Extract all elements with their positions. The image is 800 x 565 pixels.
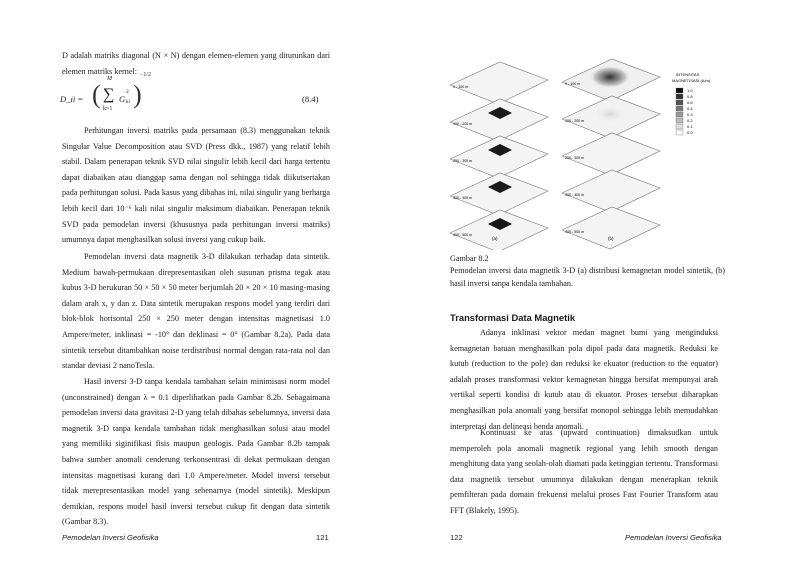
legend-entry [676, 106, 693, 111]
intro-paragraph: D adalah matriks diagonal (N × N) dengan elemen-elemen yang diturunkan dari elemen matriks kernel: [62, 51, 330, 76]
slice-b-4 [562, 207, 660, 249]
equation-left-paren: ( [92, 80, 101, 109]
depth-label: 100 - 200 m [453, 122, 473, 126]
svg-text:0.6: 0.6 [687, 100, 693, 105]
page-number-right: 122 [450, 533, 463, 542]
legend-entry [676, 100, 693, 105]
panel-a [450, 62, 548, 250]
slice-a-4 [450, 210, 548, 250]
slice-b-0 [562, 59, 660, 101]
color-legend [672, 72, 711, 135]
paragraph-reduction-to-pole: Adanya inklinasi vektor medan magnet bumi yang menginduksi kemagnetan batuan menghasilkan pola dipol pada data magnetik. Reduksi ke kutub (reduction to the pole) dan reduksi ke ekuator (reduction to the equator) adalah proses transformasi vektor kemagnetan hingga bersifat mempunyai arah vertikal seperti kondisi di kutub atau di ekuator. Proses tersebut diharapkan menghasilkan pola anomali yang bersifat monopol sehingga lebih memudahkan interpretasi dan delineasi benda anomali. [450, 328, 718, 431]
equation-right-paren: ) [133, 80, 142, 109]
equation-number: (8.4) [302, 94, 319, 104]
svg-text:0.8: 0.8 [687, 94, 693, 99]
legend-entry [676, 88, 693, 93]
term-superscript: 2 [126, 89, 129, 95]
depth-label: 300 - 400 m [453, 196, 473, 200]
sum-term: G [119, 94, 126, 104]
svg-text:0.1: 0.1 [687, 124, 693, 129]
equation-exponent: −1/2 [140, 72, 152, 78]
legend-entry [676, 94, 693, 99]
depth-label: 200 - 300 m [453, 159, 473, 163]
depth-label: 300 - 400 m [565, 193, 585, 197]
paragraph-upward-continuation: Kontinuasi ke atas (upward continuation) dimaksudkan untuk memperoleh pola anomali magnetik regional yang lebih smooth dengan menghitung data yang seolah-olah diamati pada ketinggian tertentu. Transformasi data magnetik tersebut umumnya dilakukan dengan menerapkan teknik pemfilteran pada domain frekuensi melalui proses Fast Fourier Transform atau FFT (Blakely, 1995). [450, 428, 718, 515]
legend-entry [676, 124, 693, 129]
slice-b-2 [562, 133, 660, 175]
legend-entry [676, 112, 693, 117]
depth-label: 200 - 300 m [565, 156, 585, 160]
slice-b-1 [562, 96, 660, 138]
section-heading: Transformasi Data Magnetik [450, 312, 576, 323]
svg-text:0.3: 0.3 [687, 112, 693, 117]
equation-8-4 [60, 72, 330, 120]
legend-title-line2: MAGNETISASI (A/m) [672, 78, 711, 83]
depth-label: 0 - 100 m [453, 85, 469, 89]
sum-symbol: ∑ [103, 86, 115, 103]
paragraph-inversion-result: Hasil inversi 3-D tanpa kendala tambahan selain minimisasi norm model (unconstrained) dengan λ = 0.1 diperlihatkan pada Gambar 8.2b. Sebagaimana pemodelan inversi data gravitasi 2-D yang telah dibahas sebelumnya, inversi data magnetik 3-D tanpa kendala tambahan tidak menghasilkan solusi atau model yang memiliki siginifikasi fisis maupun geologis. Pada Gambar 8.2b tampak bahwa sumber anomali cenderung terkonsentrasi di dekat permukaan dengan intensitas magnetisasi kurang dari 1.0 Ampere/meter. Model inversi tersebut tidak merepresentasikan model yang sebenarnya (model sintetik). Meskipun demikian, respons model hasil inversi tersebut cukup fit dengan data sintetik (Gambar 8.3). [62, 377, 330, 527]
depth-label: 100 - 200 m [565, 119, 585, 123]
svg-text:0.2: 0.2 [687, 118, 693, 123]
sum-upper-limit: M [107, 76, 112, 82]
slice-a-1 [450, 99, 548, 141]
footer-title-right: Pemodelan Inversi Geofisika [625, 533, 722, 542]
equation-lhs: D_ii = [60, 94, 84, 104]
term-subscript: ki [126, 99, 130, 105]
legend-entry [676, 118, 693, 123]
svg-text:1.0: 1.0 [687, 88, 693, 93]
panel-b-label: (b) [608, 236, 614, 241]
svg-text:0.4: 0.4 [687, 106, 693, 111]
sum-lower-limit: k=1 [103, 106, 113, 112]
panel-b [562, 59, 660, 249]
paragraph-svd: Perhitungan inversi matriks pada persamaan (8.3) menggunakan teknik Singular Value Decomposition atau SVD (Press dkk., 1987) yang relatif lebih stabil. Dalam penerapan teknik SVD nilai singulir lebih kecil dari harga tertentu dapat diabaikan atau dianggap sama dengan nol sehingga tidak diikutsertakan pada perhitungan solusi. Pada kasus yang dibahas ini, nilai singulir yang berharga lebih kecil dari 10⁻⁶ kali nilai singulir maksimum diabaikan. Penerapan teknik SVD pada pemodelan inversi (khususnya pada perhitungan inversi matriks) umumnya dapat menghasilkan solusi inversi yang cukup baik. [62, 126, 330, 245]
slice-a-0 [450, 62, 548, 104]
depth-label: 400 - 500 m [565, 230, 585, 234]
depth-label: 0 - 100 m [565, 82, 581, 86]
page-number-left: 121 [316, 533, 329, 542]
panel-a-label: (a) [492, 236, 498, 241]
figure-caption-text: Pemodelan inversi data magnetik 3-D (a) distribusi kemagnetan model sintetik, (b) hasil inversi tanpa kendala tambahan. [450, 266, 725, 288]
legend-title-line1: INTENSITAS [676, 72, 700, 77]
figure-caption-title: Gambar 8.2 [450, 254, 489, 263]
slice-a-3 [450, 173, 548, 215]
paragraph-synthetic-model: Pemodelan inversi data magnetik 3-D dilakukan terhadap data sintetik. Medium bawah-permukaan direpresentasikan oleh susunan prisma tegak atau kubus 3-D berukuran 50 × 50 × 50 meter berjumlah 20 × 20 × 10 masing-masing dalam arah x, y dan z. Data sintetik merupakan respons model yang terdiri dari blok-blok horisontal 250 × 250 meter dengan intensitas magnetisasi 1.0 Ampere/meter, inklinasi = -10° dan deklinasi = 0° (Gambar 8.2a). Pada data sintetik tersebut ditambahkan noise terdistribusi normal dengan rata-rata nol dan standar deviasi 2 nanoTesla. [62, 252, 330, 371]
footer-title-left: Pemodelan Inversi Geofisika [62, 533, 159, 542]
depth-label: 400 - 500 m [453, 233, 473, 237]
slice-b-3 [562, 170, 660, 212]
svg-text:0.0: 0.0 [687, 130, 693, 135]
legend-entry [676, 130, 693, 135]
figure-8-2 [440, 50, 740, 250]
slice-a-2 [450, 136, 548, 178]
